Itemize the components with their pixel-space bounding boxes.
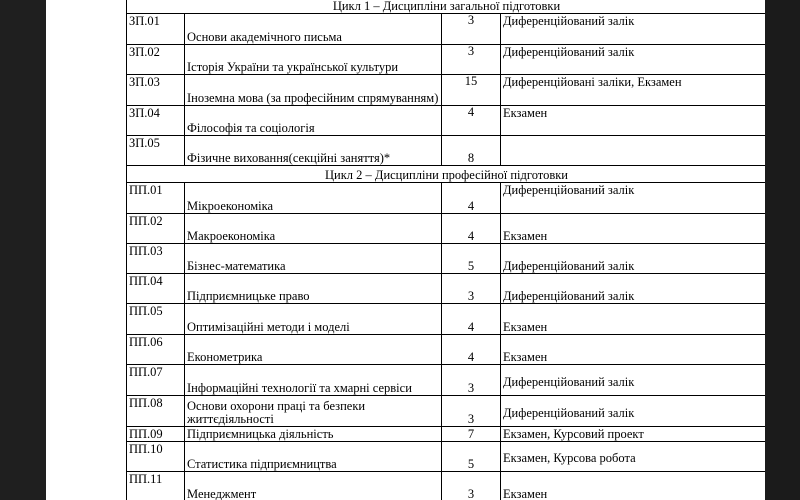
table-row <box>127 365 766 396</box>
assessment-form <box>501 136 766 166</box>
assessment-form: Диференційований залік <box>501 183 766 214</box>
course-code: ПП.09 <box>127 427 185 442</box>
table-row <box>127 244 766 274</box>
course-code: ЗП.05 <box>127 136 185 166</box>
course-credits: 3 <box>442 274 501 304</box>
section-title: Цикл 1 – Дисципліни загальної підготовки <box>127 0 766 14</box>
course-credits: 8 <box>442 136 501 166</box>
assessment-form: Екзамен <box>501 472 766 500</box>
course-code: ПП.11 <box>127 472 185 500</box>
course-credits: 4 <box>442 183 501 214</box>
table-row <box>127 335 766 365</box>
course-code: ЗП.03 <box>127 75 185 106</box>
assessment-form: Диференційований залік <box>501 244 766 274</box>
course-name: Економетрика <box>185 335 442 365</box>
table-row <box>127 274 766 304</box>
course-name: Іноземна мова (за професійним спрямуванням) <box>185 75 442 106</box>
course-credits: 7 <box>442 427 501 442</box>
table-row <box>127 136 766 166</box>
course-code: ПП.05 <box>127 304 185 335</box>
course-code: ПП.06 <box>127 335 185 365</box>
assessment-form: Екзамен <box>501 106 766 136</box>
assessment-form: Диференційований залік <box>501 45 766 75</box>
document-page <box>46 0 765 500</box>
course-code: ПП.04 <box>127 274 185 304</box>
assessment-form: Екзамен, Курсовий проект <box>501 427 766 442</box>
table-row <box>127 214 766 244</box>
table-row <box>127 442 766 472</box>
course-credits: 3 <box>442 45 501 75</box>
assessment-form: Екзамен <box>501 304 766 335</box>
assessment-form: Екзамен, Курсова робота <box>501 442 766 472</box>
assessment-form: Диференційований залік <box>501 274 766 304</box>
course-name: Макроекономіка <box>185 214 442 244</box>
course-code: ПП.02 <box>127 214 185 244</box>
table-row <box>127 427 766 442</box>
section-header-row <box>127 0 766 14</box>
course-code: ЗП.01 <box>127 14 185 45</box>
course-code: ПП.08 <box>127 396 185 427</box>
course-name: Фізичне виховання(секційні заняття)* <box>185 136 442 166</box>
section-title: Цикл 2 – Дисципліни професійної підготовки <box>127 166 766 183</box>
assessment-form: Диференційований залік <box>501 365 766 396</box>
course-name: Статистика підприємництва <box>185 442 442 472</box>
course-name: Основи академічного письма <box>185 14 442 45</box>
course-code: ПП.10 <box>127 442 185 472</box>
section-header-row <box>127 166 766 183</box>
course-credits: 3 <box>442 472 501 500</box>
course-credits: 4 <box>442 304 501 335</box>
table-row <box>127 183 766 214</box>
course-credits: 4 <box>442 335 501 365</box>
course-code: ЗП.02 <box>127 45 185 75</box>
course-name: Мікроекономіка <box>185 183 442 214</box>
assessment-form: Екзамен <box>501 214 766 244</box>
assessment-form: Диференційовані заліки, Екзамен <box>501 75 766 106</box>
course-code: ЗП.04 <box>127 106 185 136</box>
course-code: ПП.03 <box>127 244 185 274</box>
course-name: Оптимізаційні методи і моделі <box>185 304 442 335</box>
course-name: Основи охорони праці та безпеки життєдіяльності <box>185 396 442 427</box>
course-name: Інформаційні технології та хмарні сервіси <box>185 365 442 396</box>
course-credits: 3 <box>442 396 501 427</box>
window-edge <box>765 0 800 500</box>
table-row <box>127 45 766 75</box>
course-name: Бізнес-математика <box>185 244 442 274</box>
course-credits: 5 <box>442 244 501 274</box>
table-row <box>127 106 766 136</box>
course-name: Підприємницьке право <box>185 274 442 304</box>
table-row <box>127 472 766 500</box>
table-row <box>127 396 766 427</box>
course-name: Філософія та соціологія <box>185 106 442 136</box>
course-credits: 3 <box>442 365 501 396</box>
assessment-form: Екзамен <box>501 335 766 365</box>
course-name: Історія України та української культури <box>185 45 442 75</box>
course-credits: 4 <box>442 106 501 136</box>
course-name: Підприємницька діяльність <box>185 427 442 442</box>
table-row <box>127 75 766 106</box>
table-row <box>127 304 766 335</box>
curriculum-table <box>126 0 765 500</box>
course-code: ПП.01 <box>127 183 185 214</box>
table-row <box>127 14 766 45</box>
course-credits: 3 <box>442 14 501 45</box>
course-name: Менеджмент <box>185 472 442 500</box>
course-code: ПП.07 <box>127 365 185 396</box>
course-credits: 5 <box>442 442 501 472</box>
course-credits: 15 <box>442 75 501 106</box>
assessment-form: Диференційований залік <box>501 14 766 45</box>
assessment-form: Диференційований залік <box>501 396 766 427</box>
course-credits: 4 <box>442 214 501 244</box>
